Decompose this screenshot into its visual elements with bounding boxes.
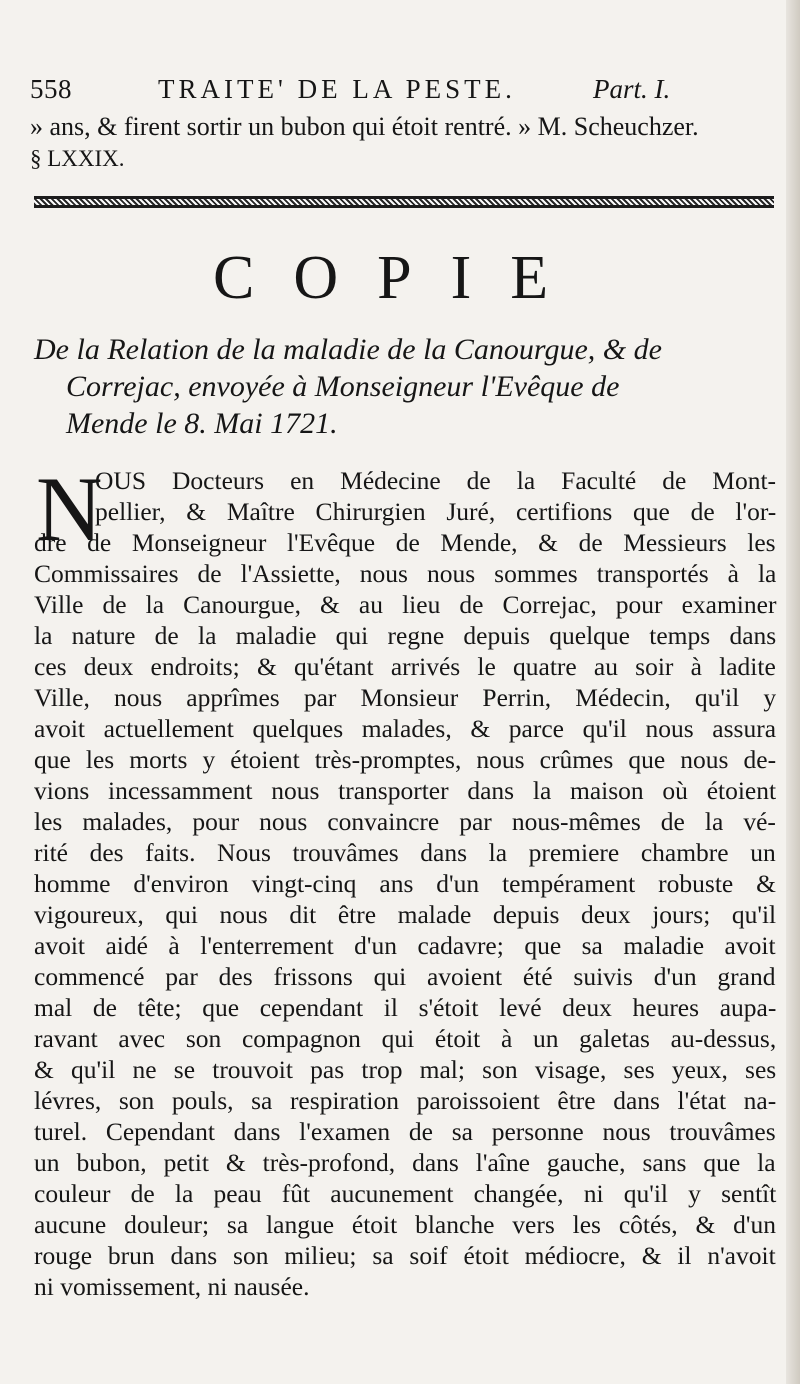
body-line: vigoureux, qui nous dit être malade depuis deux jours; qu'il — [34, 900, 777, 929]
continuation-line: » ans, & firent sortir un bubon qui étoit rentré. » M. Scheuchzer. — [30, 112, 699, 141]
body-line: Commissaires de l'Assiette, nous nous sommes transportés à la — [34, 559, 777, 588]
body-line: rité des faits. Nous trouvâmes dans la premiere chambre un — [34, 838, 776, 867]
body-line: lévres, son pouls, sa respiration paroissoient être dans l'état na- — [34, 1086, 777, 1115]
body-line: aucune douleur; sa langue étoit blanche vers les côtés, & d'un — [34, 1210, 777, 1239]
body-line: Ville de la Canourgue, & au lieu de Correjac, pour examiner — [34, 590, 777, 619]
body-line: turel. Cependant dans l'examen de sa personne nous trouvâmes — [34, 1117, 776, 1146]
subtitle-line: Mende le 8. Mai 1721. — [66, 407, 338, 440]
body-line: ces deux endroits; & qu'étant arrivés le quatre au soir à ladite — [34, 652, 776, 681]
body-line: les malades, pour nous convaincre par nous-mêmes de la vé- — [34, 807, 776, 836]
page-number: 558 — [30, 74, 72, 104]
running-title: TRAITE' DE LA PESTE. — [158, 74, 516, 104]
ornamental-rule — [34, 196, 774, 208]
body-line: dre de Monseigneur l'Evêque de Mende, & de Messieurs les — [34, 528, 776, 557]
body-line: pellier, & Maître Chirurgien Juré, certifions que de l'or- — [95, 497, 777, 526]
body-line: ravant avec son compagnon qui étoit à un galetas au-dessus, — [34, 1024, 777, 1053]
body-line: commencé par des frissons qui avoient été suivis d'un grand — [34, 962, 776, 991]
section-number: § LXXIX. — [30, 146, 125, 171]
page-edge-shadow — [786, 0, 800, 1384]
subtitle-line: De la Relation de la maladie de la Canourgue, & de — [34, 333, 662, 366]
body-line: la nature de la maladie qui regne depuis quelque temps dans — [34, 621, 777, 650]
drop-cap: N — [36, 458, 103, 560]
body-line: & qu'il ne se trouvoit pas trop mal; son visage, ses yeux, ses — [34, 1055, 777, 1084]
title-heading: COPIE — [213, 244, 588, 312]
body-line: Ville, nous apprîmes par Monsieur Perrin, Médecin, qu'il y — [34, 683, 777, 712]
running-header — [30, 74, 770, 110]
part-label: Part. I. — [593, 74, 671, 104]
subtitle-line: Correjac, envoyée à Monseigneur l'Evêque de — [66, 370, 620, 403]
body-line: homme d'environ vingt-cinq ans d'un tempérament robuste & — [34, 869, 776, 898]
body-line: avoit actuellement quelques malades, & parce qu'il nous assura — [34, 714, 777, 743]
body-line: vions incessamment nous transporter dans la maison où étoient — [34, 776, 777, 805]
body-line: que les morts y étoient très-promptes, nous crûmes que nous de- — [34, 745, 777, 774]
body-line: rouge brun dans son milieu; sa soif étoit médiocre, & il n'avoit — [34, 1241, 776, 1270]
body-line: mal de tête; que cependant il s'étoit levé deux heures aupa- — [34, 993, 777, 1022]
body-line: couleur de la peau fût aucunement changée, ni qu'il y sentît — [34, 1179, 777, 1208]
body-line: ni vomissement, ni nausée. — [34, 1272, 310, 1301]
body-line: avoit aidé à l'enterrement d'un cadavre; que sa maladie avoit — [34, 931, 776, 960]
body-line: un bubon, petit & très-profond, dans l'aîne gauche, sans que la — [34, 1148, 776, 1177]
body-line: OUS Docteurs en Médecine de la Faculté de Mont- — [95, 466, 777, 495]
